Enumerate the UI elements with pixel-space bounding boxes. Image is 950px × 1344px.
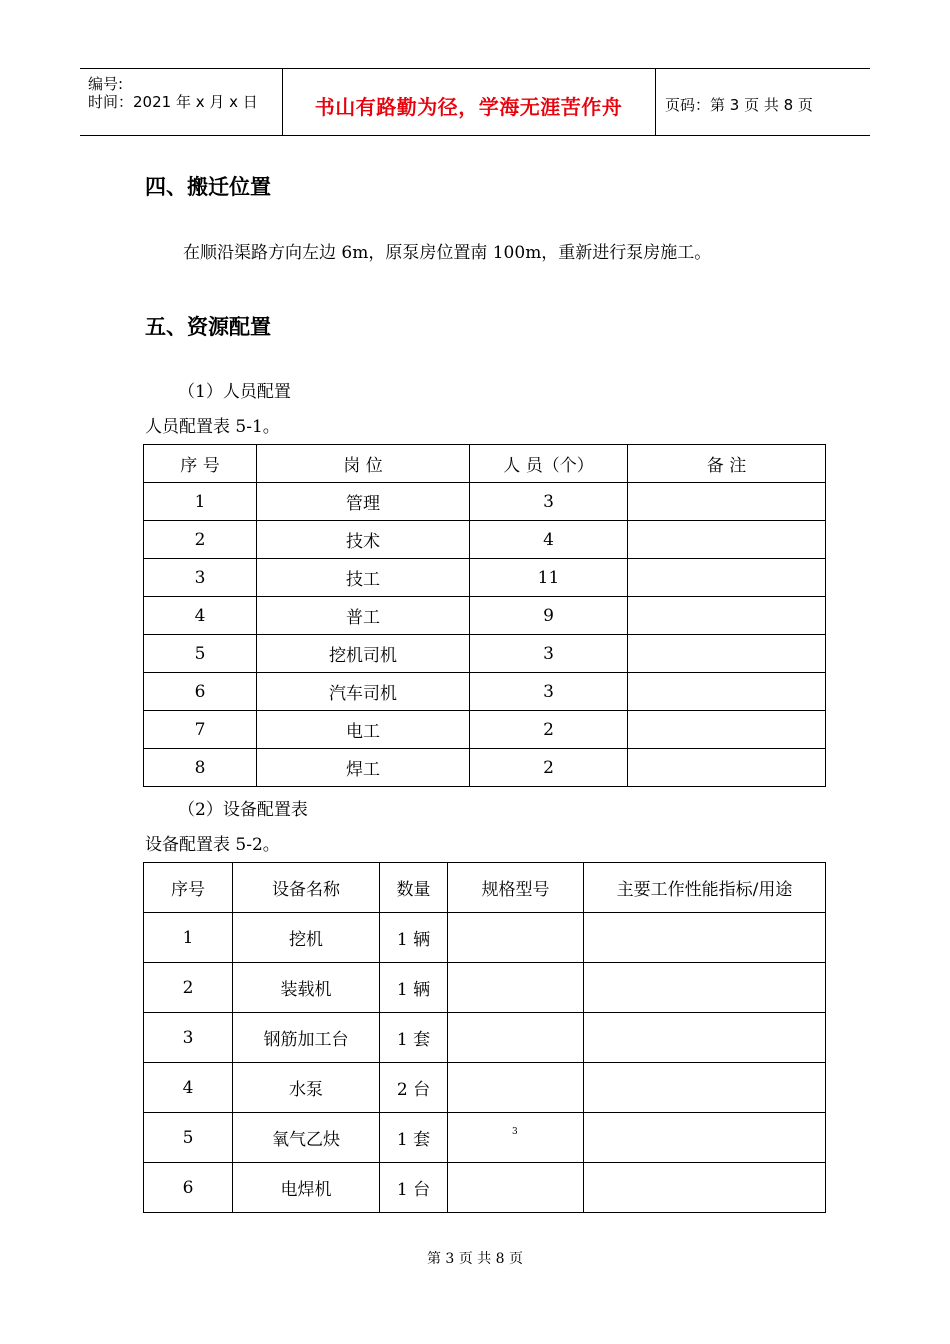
staff-table-row [144,483,826,521]
equipment-table-cell: 氧气乙炔 [233,1113,380,1163]
page-header [80,68,870,136]
equipment-table-cell: 6 [144,1163,233,1213]
staff-table-cell: 电工 [257,711,470,749]
staff-table-cell: 管理 [257,483,470,521]
staff-table-cell: 3 [144,559,257,597]
staff-table-cell [628,711,826,749]
staff-table-cell: 3 [470,483,628,521]
staff-table-cell: 5 [144,635,257,673]
equipment-table-cell: 1 台 [380,1163,448,1213]
staff-table-cell [628,635,826,673]
staff-table-cell: 挖机司机 [257,635,470,673]
staff-table-cell: 技术 [257,521,470,559]
equipment-table-cell [448,1163,584,1213]
staff-table-cell: 汽车司机 [257,673,470,711]
header-slogan-cell [282,69,656,135]
staff-table-cell: 技工 [257,559,470,597]
staff-table-header-cell: 人 员（个） [470,445,628,483]
equipment-table-cell: 钢筋加工台 [233,1013,380,1063]
staff-table-row [144,597,826,635]
equipment-table-header-row [144,863,826,913]
staff-table-row [144,673,826,711]
staff-table-cell: 焊工 [257,749,470,787]
equipment-table-cell [448,913,584,963]
equipment-table-cell: 1 套 [380,1113,448,1163]
staff-table-cell [628,673,826,711]
staff-table-cell: 普工 [257,597,470,635]
equipment-table-cell: 1 [144,913,233,963]
staff-table-cell: 3 [470,673,628,711]
staff-table-cell: 9 [470,597,628,635]
equipment-caption: 设备配置表 5-2。 [145,835,280,855]
stray-mark: 3 [512,1127,518,1137]
staff-table-row [144,559,826,597]
header-page-cell [655,69,870,135]
header-date: 时间：2021 年 x 月 x 日 [88,93,258,111]
equipment-table-cell [584,913,826,963]
staff-table-cell [628,521,826,559]
staff-table-cell: 2 [470,711,628,749]
staff-table-header-cell: 岗 位 [257,445,470,483]
staff-table-cell [628,749,826,787]
equipment-table-cell: 5 [144,1113,233,1163]
equipment-subheading: （2）设备配置表 [178,800,308,820]
equipment-table-row [144,1063,826,1113]
staff-table [143,444,826,787]
staff-table-cell: 4 [144,597,257,635]
equipment-table-cell: 3 [144,1013,233,1063]
staff-subheading: （1）人员配置 [178,382,291,402]
section4-heading: 四、搬迁位置 [145,175,271,199]
equipment-table-cell [584,1063,826,1113]
staff-table-cell: 11 [470,559,628,597]
equipment-table-cell [448,1063,584,1113]
equipment-table-cell [448,1113,584,1163]
header-meta [80,69,283,135]
staff-table-cell [628,483,826,521]
equipment-table-row [144,1163,826,1213]
staff-table-cell: 2 [144,521,257,559]
equipment-table-cell: 2 [144,963,233,1013]
equipment-table-row [144,1113,826,1163]
equipment-table-cell: 挖机 [233,913,380,963]
staff-table-header-cell: 备 注 [628,445,826,483]
staff-table-row [144,711,826,749]
staff-table-cell: 2 [470,749,628,787]
page-number: 第 3 页 共 8 页 [426,1251,524,1267]
staff-table-cell [628,597,826,635]
equipment-table-cell [584,1013,826,1063]
equipment-table-row [144,1013,826,1063]
equipment-table-header-cell: 数量 [380,863,448,913]
section4-text: 在顺沿渠路方向左边 6m，原泵房位置南 100m，重新进行泵房施工。 [183,243,712,263]
staff-table-cell: 4 [470,521,628,559]
staff-table-header-row [144,445,826,483]
equipment-table-row [144,963,826,1013]
staff-table-header-cell: 序 号 [144,445,257,483]
equipment-table-cell: 2 台 [380,1063,448,1113]
equipment-table-cell [448,1013,584,1063]
equipment-table-header-cell: 设备名称 [233,863,380,913]
equipment-table-cell: 1 辆 [380,963,448,1013]
staff-table-row [144,635,826,673]
equipment-table-cell: 电焊机 [233,1163,380,1213]
equipment-table-header-cell: 序号 [144,863,233,913]
equipment-table [143,862,826,1213]
header-slogan: 书山有路勤为径，学海无涯苦作舟 [314,95,623,119]
equipment-table-cell [584,1113,826,1163]
equipment-table-header-cell: 规格型号 [448,863,584,913]
equipment-table-cell: 1 辆 [380,913,448,963]
equipment-table-cell: 水泵 [233,1063,380,1113]
equipment-table-cell: 装载机 [233,963,380,1013]
equipment-table-cell [584,1163,826,1213]
equipment-table-cell: 4 [144,1063,233,1113]
staff-table-row [144,521,826,559]
header-page-info: 页码：第 3 页 共 8 页 [665,96,813,114]
equipment-table-cell [584,963,826,1013]
staff-caption: 人员配置表 5-1。 [145,417,280,437]
staff-table-cell: 8 [144,749,257,787]
equipment-table-row [144,913,826,963]
equipment-table-cell: 1 套 [380,1013,448,1063]
staff-table-cell [628,559,826,597]
equipment-table-cell [448,963,584,1013]
staff-table-cell: 1 [144,483,257,521]
staff-table-cell: 7 [144,711,257,749]
staff-table-row [144,749,826,787]
header-number: 编号: [88,75,124,93]
staff-table-cell: 6 [144,673,257,711]
section5-heading: 五、资源配置 [145,315,271,339]
staff-table-cell: 3 [470,635,628,673]
equipment-table-header-cell: 主要工作性能指标/用途 [584,863,826,913]
